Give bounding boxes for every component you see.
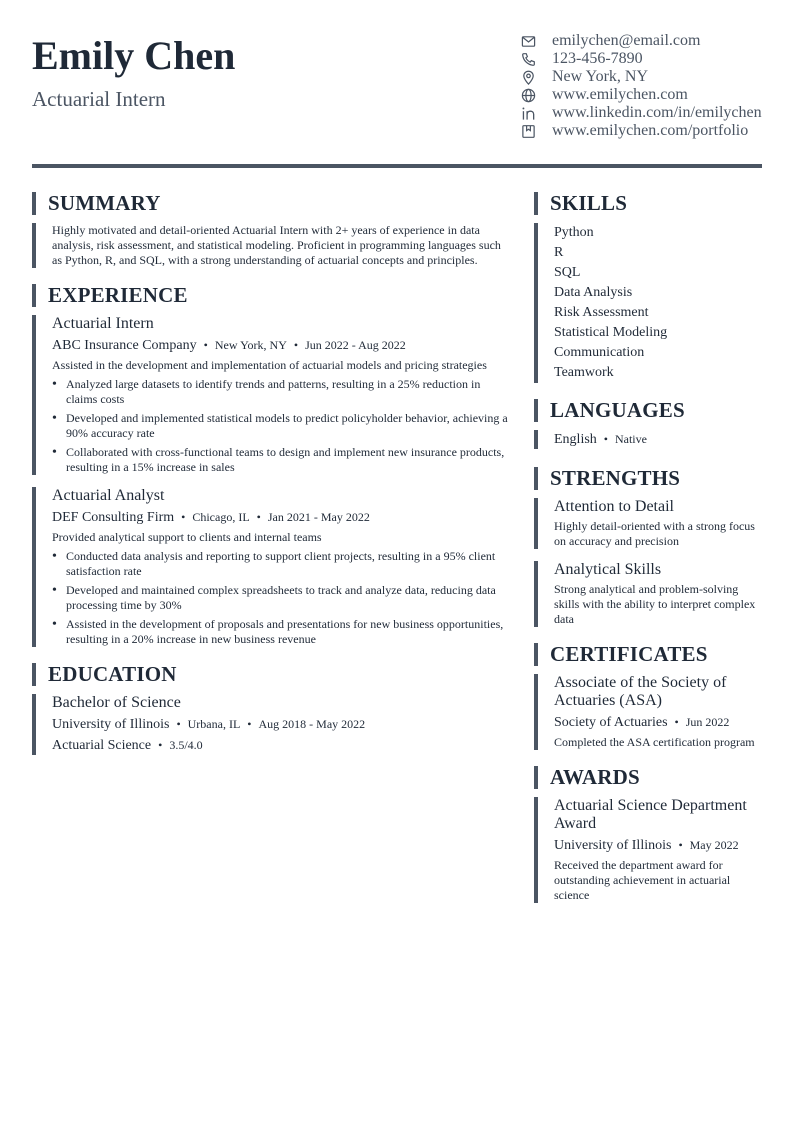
experience-heading: EXPERIENCE	[32, 284, 512, 307]
separator-dot: •	[247, 717, 252, 731]
summary-section	[32, 192, 512, 268]
header-divider	[32, 164, 762, 168]
contact-email[interactable]	[519, 32, 769, 50]
award-date: May 2022	[689, 838, 739, 852]
separator-dot: •	[678, 838, 683, 852]
contact-website[interactable]	[519, 86, 769, 104]
award-text: Received the department award for outstanding achievement in actuarial science	[554, 858, 731, 902]
education-meta	[52, 715, 512, 734]
phone-icon	[519, 50, 537, 68]
contact-list	[519, 32, 769, 140]
contact-linkedin[interactable]	[519, 104, 769, 122]
contact-email-text: emilychen@email.com	[552, 32, 701, 49]
language-name: English	[554, 432, 597, 447]
contact-location-text: New York, NY	[552, 68, 649, 85]
skill-item: R	[554, 245, 564, 260]
resume-header	[32, 0, 762, 168]
skill-item: Communication	[554, 345, 645, 360]
strength-item	[534, 498, 762, 549]
job-bullet: • Conducted data analysis and reporting to support client projects, resulting in a 95% client satisfaction rate	[52, 549, 512, 579]
job-location: Chicago, IL	[192, 510, 250, 524]
contact-location	[519, 68, 769, 86]
job-company: DEF Consulting Firm	[52, 510, 175, 525]
job-bullet: • Developed and implemented statistical models to predict policyholder behavior, achieving a 90% accuracy rate	[52, 411, 512, 441]
portfolio-icon	[519, 122, 537, 140]
right-column	[534, 192, 762, 903]
strength-item	[534, 561, 762, 627]
contact-portfolio-text: www.emilychen.com/portfolio	[552, 122, 749, 139]
separator-dot: •	[674, 715, 679, 729]
candidate-title: Actuarial Intern	[32, 87, 166, 111]
job-dates: Jan 2021 - May 2022	[267, 510, 370, 524]
education-section	[32, 663, 512, 755]
job-dates: Jun 2022 - Aug 2022	[305, 338, 406, 352]
skills-list	[534, 223, 762, 383]
summary-heading: SUMMARY	[32, 192, 512, 215]
degree: Bachelor of Science	[52, 694, 181, 711]
language-item	[534, 430, 762, 449]
job-bullets	[52, 549, 512, 647]
strength-name: Analytical Skills	[554, 561, 662, 578]
experience-item	[32, 315, 512, 475]
job-bullet: • Assisted in the development of proposals and presentations for new business opportunities, resulting in a 20% increase in new business revenue	[52, 617, 512, 647]
award-meta	[554, 836, 762, 855]
separator-dot: •	[203, 338, 208, 352]
summary-block	[32, 223, 512, 268]
certificate-meta	[554, 713, 762, 732]
contact-phone[interactable]	[519, 50, 769, 68]
language-level: Native	[614, 432, 647, 446]
languages-heading: LANGUAGES	[534, 399, 762, 422]
certificates-heading: CERTIFICATES	[534, 643, 762, 666]
skills-heading: SKILLS	[534, 192, 762, 215]
strengths-section	[534, 467, 762, 627]
certificate-item	[534, 674, 762, 750]
skill-item: Statistical Modeling	[554, 325, 668, 340]
skill-item: Python	[554, 225, 594, 240]
languages-section	[534, 399, 762, 449]
experience-item	[32, 487, 512, 647]
experience-section	[32, 284, 512, 647]
skill-item: Teamwork	[554, 365, 614, 380]
contact-portfolio[interactable]	[519, 122, 769, 140]
summary-text: Highly motivated and detail-oriented Actuarial Intern with 2+ years of experience in data analysis, risk assessment, and statistical modeling. Proficient in programming languages such as Python, R, and SQL, with a strong understanding of actuarial concepts and principles.	[52, 223, 501, 267]
education-dates: Aug 2018 - May 2022	[258, 717, 366, 731]
mail-icon	[519, 32, 537, 50]
job-bullet: • Collaborated with cross-functional teams to design and implement new insurance products, resulting in a 15% increase in sales	[52, 445, 512, 475]
certificate-name: Associate of the Society of Actuaries (ASA)	[554, 674, 727, 709]
strength-text: Strong analytical and problem-solving skills with the ability to interpret complex data	[554, 582, 756, 626]
education-heading: EDUCATION	[32, 663, 512, 686]
strength-name: Attention to Detail	[554, 498, 674, 515]
contact-linkedin-text: www.linkedin.com/in/emilychen	[552, 104, 762, 121]
job-meta	[52, 508, 512, 527]
separator-dot: •	[256, 510, 261, 524]
certificate-issuer: Society of Actuaries	[554, 715, 668, 730]
separator-dot: •	[293, 338, 299, 352]
education-major-line	[52, 736, 512, 755]
awards-heading: AWARDS	[534, 766, 762, 789]
contact-website-text: www.emilychen.com	[552, 86, 688, 103]
major: Actuarial Science	[52, 738, 152, 753]
language-line	[554, 430, 762, 449]
job-description: Assisted in the development and implementation of actuarial models and pricing strategies	[52, 358, 487, 372]
separator-dot: •	[603, 432, 608, 446]
job-location: New York, NY	[214, 338, 287, 352]
award-issuer: University of Illinois	[554, 838, 672, 853]
job-bullets	[52, 377, 512, 475]
location-pin-icon	[519, 68, 537, 86]
skill-item: Risk Assessment	[554, 305, 649, 320]
job-role: Actuarial Intern	[52, 315, 154, 332]
job-company: ABC Insurance Company	[52, 338, 197, 353]
job-role: Actuarial Analyst	[52, 487, 165, 504]
certificate-date: Jun 2022	[685, 715, 730, 729]
left-column	[32, 192, 512, 755]
strengths-heading: STRENGTHS	[534, 467, 762, 490]
globe-icon	[519, 86, 537, 104]
separator-dot: •	[158, 738, 163, 752]
candidate-name: Emily Chen	[32, 33, 236, 78]
school-location: Urbana, IL	[187, 717, 241, 731]
job-description: Provided analytical support to clients and internal teams	[52, 530, 322, 544]
certificates-section	[534, 643, 762, 750]
school-name: University of Illinois	[52, 717, 170, 732]
skill-item: SQL	[554, 265, 581, 280]
job-bullet: • Developed and maintained complex spreadsheets to track and analyze data, reducing data processing time by 30%	[52, 583, 512, 613]
job-bullet: • Analyzed large datasets to identify trends and patterns, resulting in a 25% reduction in claims costs	[52, 377, 512, 407]
separator-dot: •	[176, 717, 181, 731]
award-name: Actuarial Science Department Award	[554, 797, 747, 832]
skill-item: Data Analysis	[554, 285, 633, 300]
linkedin-icon	[519, 104, 537, 122]
skills-section	[534, 192, 762, 383]
job-meta	[52, 336, 512, 355]
awards-section	[534, 766, 762, 903]
separator-dot: •	[181, 510, 186, 524]
certificate-text: Completed the ASA certification program	[554, 735, 755, 749]
education-item	[32, 694, 512, 755]
gpa: 3.5/4.0	[169, 738, 203, 752]
contact-phone-text: 123-456-7890	[552, 50, 643, 67]
strength-text: Highly detail-oriented with a strong focus on accuracy and precision	[554, 519, 755, 548]
award-item	[534, 797, 762, 903]
